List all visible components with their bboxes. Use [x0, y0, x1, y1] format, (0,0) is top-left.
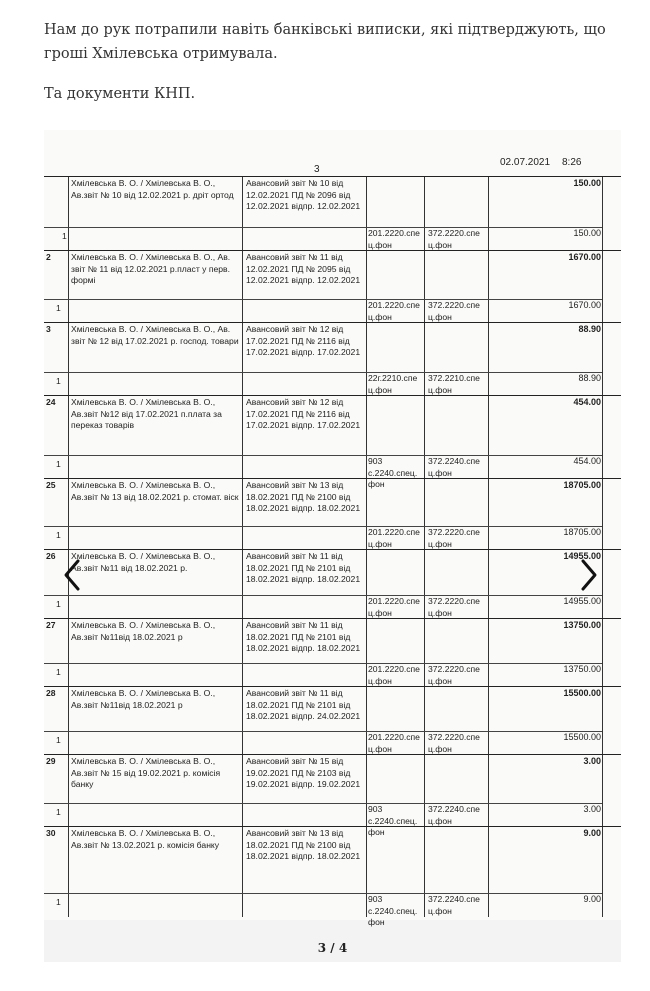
table-row: [44, 478, 621, 550]
chevron-left-icon[interactable]: [60, 555, 84, 595]
credit-account: 372.2220.спе ц.фон: [428, 664, 480, 686]
row-divider: [44, 372, 602, 373]
column-divider: [602, 687, 603, 755]
chevron-right-icon[interactable]: [577, 555, 601, 595]
column-divider: [242, 323, 243, 396]
column-divider: [488, 550, 489, 619]
advance-report: Авансовий звіт № 11 від 18.02.2021 ПД № 2101 від 18.02.2021 відпр. 18.02.2021: [246, 620, 361, 653]
column-divider: [488, 323, 489, 396]
column-divider: [488, 687, 489, 755]
column-divider: [424, 619, 425, 687]
debit-account: 201.2220.спе ц.фон: [368, 732, 420, 754]
row-amount: 14955.00: [563, 596, 601, 606]
column-divider: [602, 479, 603, 550]
column-divider: [488, 827, 489, 917]
credit-account: 372.2210.спе ц.фон: [428, 373, 480, 395]
record-description: Хмілевська В. О. / Хмілевська В. О., Ав.звіт № 10 від 12.02.2021 р. дріт ортод: [71, 178, 234, 200]
column-divider: [424, 479, 425, 550]
column-divider: [424, 396, 425, 479]
row-quantity: 1: [56, 303, 61, 313]
column-divider: [366, 550, 367, 619]
table-row: [44, 549, 621, 619]
record-description: Хмілевська В. О. / Хмілевська В. О., Ав.звіт №11від 18.02.2021 р: [71, 688, 216, 710]
row-number: 27: [46, 620, 56, 630]
row-total: 454.00: [573, 397, 601, 407]
column-divider: [242, 479, 243, 550]
column-divider: [366, 827, 367, 917]
row-divider: [44, 526, 602, 527]
row-number: 25: [46, 480, 56, 490]
image-gallery: [44, 130, 621, 962]
column-divider: [242, 755, 243, 827]
credit-account: 372.2220.спе ц.фон: [428, 732, 480, 754]
credit-account: 372.2240.спе ц.фон: [428, 804, 480, 826]
row-quantity: 1: [56, 667, 61, 677]
article-paragraph: Нам до рук потрапили навіть банківські виписки, які підтверджують, що гроші Хмілевська отримувала.: [44, 22, 606, 62]
row-number: 24: [46, 397, 56, 407]
debit-account: 201.2220.спе ц.фон: [368, 664, 420, 686]
row-divider: [44, 663, 602, 664]
row-amount: 150.00: [573, 228, 601, 238]
row-divider: [44, 731, 602, 732]
row-divider: [44, 227, 602, 228]
column-divider: [424, 177, 425, 251]
row-quantity: 1: [56, 897, 61, 907]
column-divider: [366, 755, 367, 827]
column-divider: [366, 323, 367, 396]
row-number: 3: [46, 324, 51, 334]
debit-account: 201.2220.спе ц.фон: [368, 527, 420, 549]
row-divider: [44, 595, 602, 596]
column-divider: [68, 827, 69, 917]
column-divider: [68, 755, 69, 827]
row-total: 88.90: [578, 324, 601, 334]
row-number: 28: [46, 688, 56, 698]
column-divider: [602, 323, 603, 396]
column-divider: [602, 177, 603, 251]
column-divider: [602, 251, 603, 323]
credit-account: 372.2240.спе ц.фон: [428, 894, 480, 916]
credit-account: 372.2220.спе ц.фон: [428, 228, 480, 250]
debit-account: 201.2220.спе ц.фон: [368, 228, 420, 250]
column-divider: [68, 479, 69, 550]
row-total: 150.00: [573, 178, 601, 188]
row-number: 29: [46, 756, 56, 766]
column-divider: [242, 619, 243, 687]
record-description: Хмілевська В. О. / Хмілевська В. О., Ав.звіт № 13 від 18.02.2021 р. стомат. віск: [71, 480, 239, 502]
column-divider: [366, 396, 367, 479]
advance-report: Авансовий звіт № 15 від 19.02.2021 ПД № 2103 від 19.02.2021 відпр. 19.02.2021: [246, 756, 361, 789]
advance-report: Авансовий звіт № 10 від 12.02.2021 ПД № 2096 від 12.02.2021 відпр. 12.02.2021: [246, 178, 361, 211]
row-amount: 454.00: [573, 456, 601, 466]
advance-report: Авансовий звіт № 12 від 17.02.2021 ПД № 2116 від 17.02.2021 відпр. 17.02.2021: [246, 397, 361, 430]
scan-date: 02.07.2021: [500, 157, 551, 168]
advance-report: Авансовий звіт № 13 від 18.02.2021 ПД № 2100 від 18.02.2021 відпр. 18.02.2021: [246, 480, 361, 513]
debit-account: 201.2220.спе ц.фон: [368, 596, 420, 618]
credit-account: 372.2220.спе ц.фон: [428, 300, 480, 322]
column-divider: [242, 687, 243, 755]
column-divider: [424, 687, 425, 755]
debit-account: 903 с.2240.спец. фон: [368, 456, 418, 489]
record-description: Хмілевська В. О. / Хмілевська В. О., Ав.звіт №12 від 17.02.2021 п.плата за переказ товарів: [71, 397, 222, 430]
row-quantity: 1: [56, 735, 61, 745]
column-divider: [366, 177, 367, 251]
column-divider: [68, 177, 69, 251]
column-divider: [602, 827, 603, 917]
row-quantity: 1: [62, 231, 67, 241]
row-number: 30: [46, 828, 56, 838]
row-amount: 18705.00: [563, 527, 601, 537]
row-total: 3.00: [583, 756, 601, 766]
scanned-document: [44, 130, 621, 927]
row-quantity: 1: [56, 459, 61, 469]
table-row: [44, 176, 621, 251]
column-divider: [68, 251, 69, 323]
column-divider: [68, 687, 69, 755]
record-description: Хмілевська В. О. / Хмілевська В. О., Ав.звіт №11від 18.02.2021 р: [71, 620, 216, 642]
scan-page-number: 3: [314, 164, 320, 175]
table-row: [44, 322, 621, 396]
row-divider: [44, 893, 602, 894]
row-quantity: 1: [56, 530, 61, 540]
advance-report: Авансовий звіт № 11 від 18.02.2021 ПД № 2101 від 18.02.2021 відпр. 18.02.2021: [246, 551, 361, 584]
row-total: 9.00: [583, 828, 601, 838]
debit-account: 903 с.2240.спец. фон: [368, 894, 418, 927]
advance-report: Авансовий звіт № 13 від 18.02.2021 ПД № 2100 від 18.02.2021 відпр. 18.02.2021: [246, 828, 361, 861]
column-divider: [242, 550, 243, 619]
column-divider: [602, 396, 603, 479]
debit-account: 201.2220.спе ц.фон: [368, 300, 420, 322]
table-row: [44, 826, 621, 927]
column-divider: [424, 550, 425, 619]
column-divider: [424, 251, 425, 323]
record-description: Хмілевська В. О. / Хмілевська В. О., Ав.звіт № 15 від 19.02.2021 р. комісія банку: [71, 756, 221, 789]
row-amount: 9.00: [583, 894, 601, 904]
table-row: [44, 618, 621, 687]
column-divider: [68, 323, 69, 396]
advance-report: Авансовий звіт № 12 від 17.02.2021 ПД № 2116 від 17.02.2021 відпр. 17.02.2021: [246, 324, 361, 357]
row-total: 18705.00: [563, 480, 601, 490]
column-divider: [424, 755, 425, 827]
row-total: 14955.00: [563, 551, 601, 561]
row-amount: 88.90: [578, 373, 601, 383]
record-description: Хмілевська В. О. / Хмілевська В. О., Ав.звіт № 13.02.2021 р. комісія банку: [71, 828, 220, 850]
credit-account: 372.2220.спе ц.фон: [428, 596, 480, 618]
column-divider: [602, 755, 603, 827]
column-divider: [488, 177, 489, 251]
record-description: Хмілевська В. О. / Хмілевська В. О., Ав.звіт №11 від 18.02.2021 р.: [71, 551, 216, 573]
column-divider: [366, 251, 367, 323]
advance-report: Авансовий звіт № 11 від 12.02.2021 ПД № 2095 від 12.02.2021 відпр. 12.02.2021: [246, 252, 361, 285]
row-total: 15500.00: [563, 688, 601, 698]
column-divider: [488, 396, 489, 479]
row-quantity: 1: [56, 807, 61, 817]
column-divider: [602, 550, 603, 619]
column-divider: [366, 687, 367, 755]
credit-account: 372.2240.спе ц.фон: [428, 456, 480, 478]
column-divider: [602, 619, 603, 687]
row-total: 13750.00: [563, 620, 601, 630]
row-number: 26: [46, 551, 56, 561]
row-total: 1670.00: [568, 252, 601, 262]
row-quantity: 1: [56, 376, 61, 386]
row-quantity: 1: [56, 599, 61, 609]
record-description: Хмілевська В. О. / Хмілевська В. О., Ав. звіт № 12 від 17.02.2021 р. господ. товари: [71, 324, 239, 346]
debit-account: 22г.2210.спе ц.фон: [368, 373, 418, 395]
row-divider: [44, 803, 602, 804]
scan-time: 8:26: [562, 157, 582, 168]
article-paragraph: Та документи КНП.: [44, 86, 196, 102]
row-amount: 1670.00: [568, 300, 601, 310]
row-number: 2: [46, 252, 51, 262]
column-divider: [366, 479, 367, 550]
row-amount: 3.00: [583, 804, 601, 814]
column-divider: [68, 396, 69, 479]
gallery-counter: 3 / 4: [317, 941, 348, 955]
column-divider: [488, 755, 489, 827]
column-divider: [424, 827, 425, 917]
column-divider: [68, 619, 69, 687]
column-divider: [366, 619, 367, 687]
column-divider: [242, 827, 243, 917]
debit-account: 903 с.2240.спец. фон: [368, 804, 418, 837]
column-divider: [488, 251, 489, 323]
column-divider: [424, 323, 425, 396]
column-divider: [242, 396, 243, 479]
table-row: [44, 250, 621, 323]
row-amount: 15500.00: [563, 732, 601, 742]
table-row: [44, 686, 621, 755]
column-divider: [488, 479, 489, 550]
column-divider: [242, 251, 243, 323]
row-amount: 13750.00: [563, 664, 601, 674]
record-description: Хмілевська В. О. / Хмілевська В. О., Ав. звіт № 11 від 12.02.2021 р.пласт у перв. формі: [71, 252, 231, 285]
credit-account: 372.2220.спе ц.фон: [428, 527, 480, 549]
row-divider: [44, 455, 602, 456]
column-divider: [488, 619, 489, 687]
column-divider: [242, 177, 243, 251]
advance-report: Авансовий звіт № 11 від 18.02.2021 ПД № 2101 від 18.02.2021 відпр. 24.02.2021: [246, 688, 361, 721]
row-divider: [44, 299, 602, 300]
